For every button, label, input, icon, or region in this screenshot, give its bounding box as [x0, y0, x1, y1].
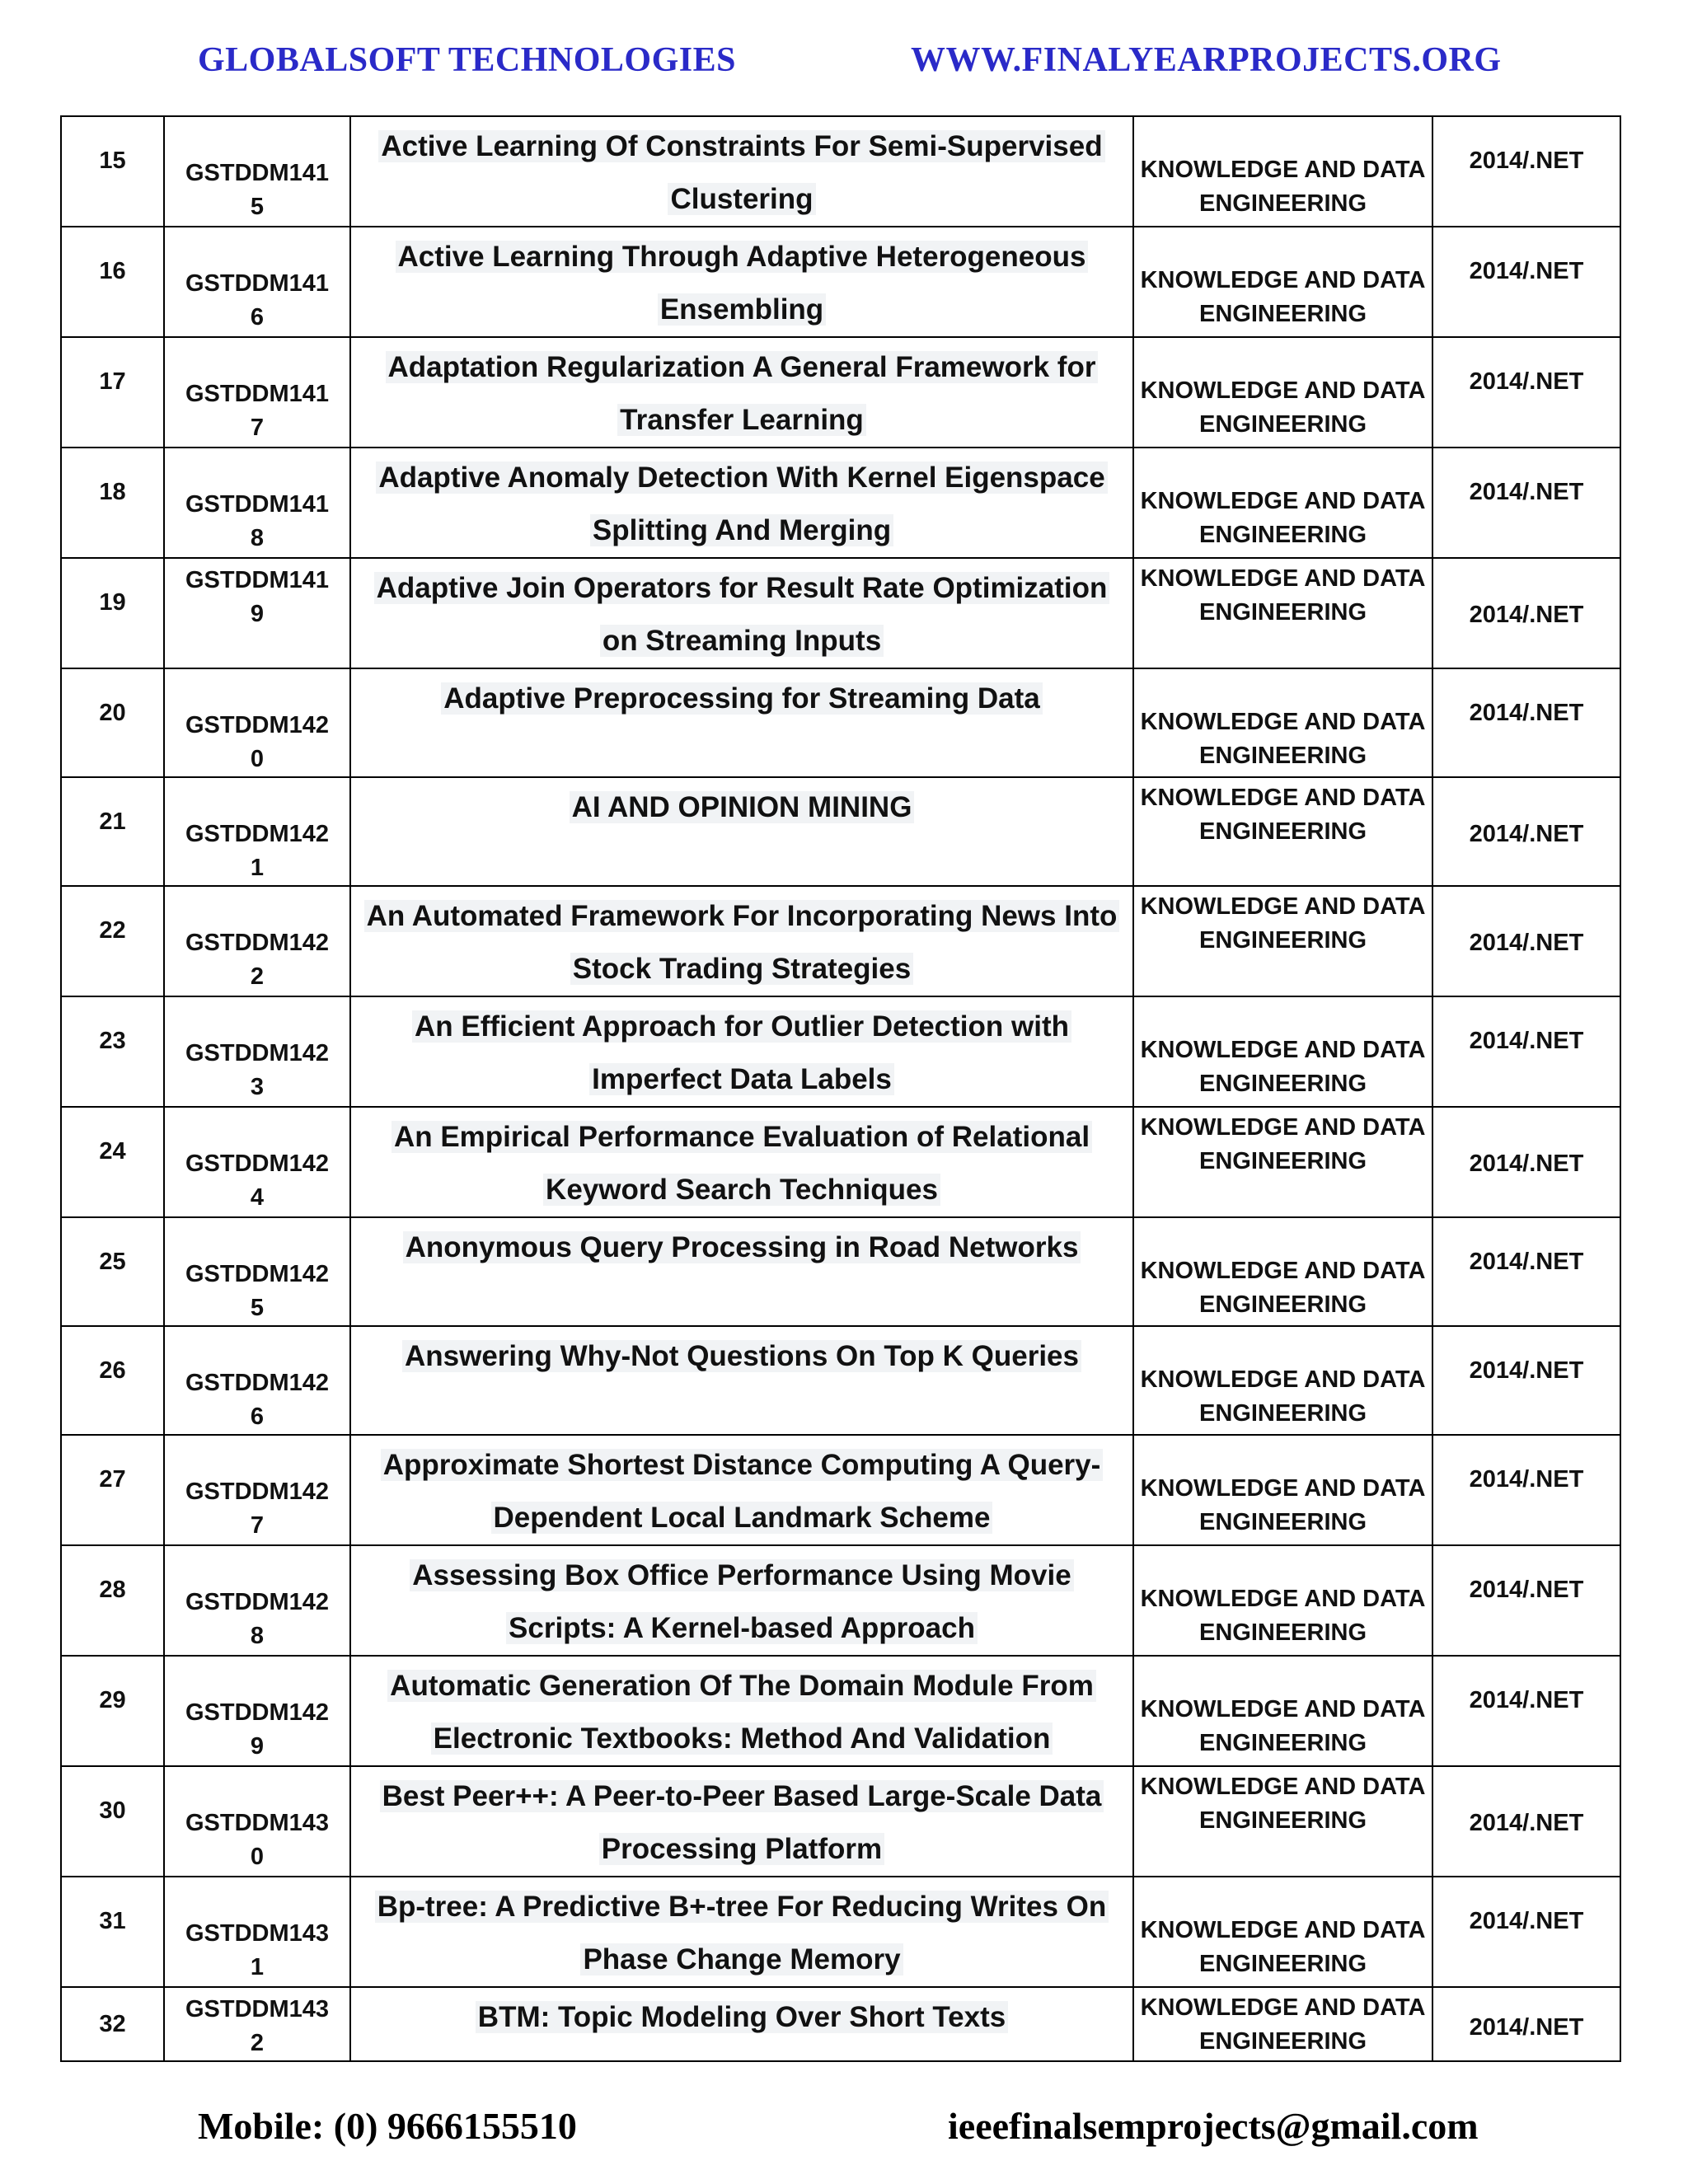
- company-name: GLOBALSOFT TECHNOLOGIES: [198, 41, 736, 79]
- year-cell: [1432, 116, 1620, 227]
- table-row: [61, 227, 1620, 337]
- project-code: GSTDDM1418: [185, 491, 330, 551]
- table-row: [61, 886, 1620, 996]
- project-code: GSTDDM1419: [185, 567, 330, 627]
- project-year: 2014/.NET: [1469, 1810, 1584, 1836]
- row-number: 17: [99, 368, 126, 395]
- domain-cell: [1133, 886, 1432, 996]
- project-code-cell: [164, 337, 350, 448]
- project-code-cell: [164, 777, 350, 886]
- row-number-cell: [61, 1766, 164, 1877]
- row-number: 21: [99, 808, 126, 835]
- project-code-cell: [164, 1435, 350, 1545]
- project-title-cell: [350, 1217, 1133, 1326]
- contact-email: ieeefinalsemprojects@gmail.com: [948, 2105, 1479, 2147]
- domain-cell: [1133, 227, 1432, 337]
- year-cell: [1432, 337, 1620, 448]
- table-row: [61, 1107, 1620, 1217]
- project-title-cell: [350, 558, 1133, 668]
- project-title: Answering Why-Not Questions On Top K Queries: [402, 1340, 1081, 1372]
- project-domain: KNOWLEDGE AND DATA ENGINEERING: [1140, 893, 1426, 954]
- project-year: 2014/.NET: [1469, 700, 1584, 726]
- year-cell: [1432, 1766, 1620, 1877]
- project-year: 2014/.NET: [1469, 1357, 1584, 1384]
- year-cell: [1432, 448, 1620, 558]
- row-number: 30: [99, 1797, 126, 1824]
- project-code: GSTDDM1426: [185, 1370, 330, 1430]
- table-row: [61, 337, 1620, 448]
- project-code-cell: [164, 448, 350, 558]
- table-row: [61, 116, 1620, 227]
- project-title-cell: [350, 1766, 1133, 1877]
- row-number-cell: [61, 1326, 164, 1435]
- project-domain: KNOWLEDGE AND DATA ENGINEERING: [1140, 1475, 1426, 1535]
- project-title: AI AND OPINION MINING: [570, 791, 915, 823]
- row-number: 27: [99, 1466, 126, 1493]
- row-number: 31: [99, 1908, 126, 1934]
- year-cell: [1432, 1435, 1620, 1545]
- table-row: [61, 1217, 1620, 1326]
- project-domain: KNOWLEDGE AND DATA ENGINEERING: [1140, 1586, 1426, 1646]
- row-number-cell: [61, 1435, 164, 1545]
- project-code: GSTDDM1421: [185, 821, 330, 881]
- year-cell: [1432, 1545, 1620, 1656]
- project-title: Active Learning Through Adaptive Heterogeneous Ensembling: [396, 241, 1089, 326]
- row-number: 24: [99, 1138, 126, 1165]
- mobile-number: Mobile: (0) 9666155510: [198, 2105, 577, 2147]
- project-year: 2014/.NET: [1469, 2014, 1584, 2041]
- project-title: Adaptation Regularization A General Framework for Transfer Learning: [386, 351, 1099, 436]
- row-number: 18: [99, 479, 126, 505]
- project-domain: KNOWLEDGE AND DATA ENGINEERING: [1140, 1774, 1426, 1834]
- project-title: Adaptive Join Operators for Result Rate Optimization on Streaming Inputs: [374, 572, 1110, 657]
- row-number: 23: [99, 1028, 126, 1054]
- row-number: 25: [99, 1249, 126, 1275]
- project-code: GSTDDM1420: [185, 712, 330, 772]
- project-domain: KNOWLEDGE AND DATA ENGINEERING: [1140, 709, 1426, 769]
- row-number: 16: [99, 258, 126, 284]
- project-title: Adaptive Preprocessing for Streaming Data: [441, 682, 1043, 715]
- row-number-cell: [61, 1107, 164, 1217]
- row-number: 29: [99, 1687, 126, 1713]
- project-year: 2014/.NET: [1469, 148, 1584, 174]
- domain-cell: [1133, 777, 1432, 886]
- row-number-cell: [61, 1877, 164, 1987]
- row-number-cell: [61, 777, 164, 886]
- table-row: [61, 1766, 1620, 1877]
- domain-cell: [1133, 1766, 1432, 1877]
- year-cell: [1432, 886, 1620, 996]
- project-code-cell: [164, 1987, 350, 2061]
- project-domain: KNOWLEDGE AND DATA ENGINEERING: [1140, 1917, 1426, 1977]
- project-code-cell: [164, 558, 350, 668]
- year-cell: [1432, 668, 1620, 777]
- year-cell: [1432, 1877, 1620, 1987]
- project-code: GSTDDM1422: [185, 930, 330, 990]
- year-cell: [1432, 777, 1620, 886]
- project-title-cell: [350, 777, 1133, 886]
- project-year: 2014/.NET: [1469, 1249, 1584, 1275]
- row-number: 15: [99, 148, 126, 174]
- table-row: [61, 558, 1620, 668]
- project-title-cell: [350, 668, 1133, 777]
- project-title: Anonymous Query Processing in Road Networks: [403, 1231, 1081, 1263]
- year-cell: [1432, 558, 1620, 668]
- row-number: 26: [99, 1357, 126, 1384]
- project-code-cell: [164, 996, 350, 1107]
- table-row: [61, 1656, 1620, 1766]
- domain-cell: [1133, 1656, 1432, 1766]
- domain-cell: [1133, 1877, 1432, 1987]
- project-domain: KNOWLEDGE AND DATA ENGINEERING: [1140, 488, 1426, 548]
- year-cell: [1432, 227, 1620, 337]
- project-year: 2014/.NET: [1469, 821, 1584, 847]
- project-code: GSTDDM1417: [185, 381, 330, 441]
- table-row: [61, 668, 1620, 777]
- project-code-cell: [164, 1766, 350, 1877]
- project-year: 2014/.NET: [1469, 930, 1584, 956]
- project-title: Assessing Box Office Performance Using Movie Scripts: A Kernel-based Approach: [410, 1559, 1073, 1644]
- website-url: WWW.FINALYEARPROJECTS.ORG: [911, 41, 1502, 79]
- row-number-cell: [61, 1656, 164, 1766]
- year-cell: [1432, 1217, 1620, 1326]
- project-code-cell: [164, 1107, 350, 1217]
- project-domain: KNOWLEDGE AND DATA ENGINEERING: [1140, 1037, 1426, 1097]
- project-code-cell: [164, 1545, 350, 1656]
- project-domain: KNOWLEDGE AND DATA ENGINEERING: [1140, 1258, 1426, 1318]
- table-row: [61, 1545, 1620, 1656]
- project-code-cell: [164, 1877, 350, 1987]
- project-code: GSTDDM1416: [185, 270, 330, 330]
- project-title-cell: [350, 1435, 1133, 1545]
- project-domain: KNOWLEDGE AND DATA ENGINEERING: [1140, 785, 1426, 845]
- project-code-cell: [164, 668, 350, 777]
- table-row: [61, 448, 1620, 558]
- project-year: 2014/.NET: [1469, 1151, 1584, 1177]
- project-year: 2014/.NET: [1469, 1577, 1584, 1603]
- domain-cell: [1133, 116, 1432, 227]
- year-cell: [1432, 996, 1620, 1107]
- project-title-cell: [350, 227, 1133, 337]
- project-title-cell: [350, 1656, 1133, 1766]
- project-title: BTM: Topic Modeling Over Short Texts: [476, 2001, 1008, 2033]
- domain-cell: [1133, 1107, 1432, 1217]
- row-number-cell: [61, 1545, 164, 1656]
- project-year: 2014/.NET: [1469, 258, 1584, 284]
- table-row: [61, 1435, 1620, 1545]
- domain-cell: [1133, 1545, 1432, 1656]
- row-number-cell: [61, 448, 164, 558]
- project-year: 2014/.NET: [1469, 1466, 1584, 1493]
- project-title: An Efficient Approach for Outlier Detection with Imperfect Data Labels: [412, 1010, 1071, 1095]
- project-title-cell: [350, 1326, 1133, 1435]
- project-domain: KNOWLEDGE AND DATA ENGINEERING: [1140, 157, 1426, 217]
- project-domain: KNOWLEDGE AND DATA ENGINEERING: [1140, 565, 1426, 626]
- project-title: Automatic Generation Of The Domain Module From Electronic Textbooks: Method And Validation: [387, 1670, 1096, 1755]
- project-code-cell: [164, 1656, 350, 1766]
- domain-cell: [1133, 1987, 1432, 2061]
- project-code: GSTDDM1425: [185, 1261, 330, 1321]
- year-cell: [1432, 1107, 1620, 1217]
- project-code: GSTDDM1432: [185, 1996, 330, 2056]
- row-number-cell: [61, 227, 164, 337]
- project-title: Best Peer++: A Peer-to-Peer Based Large-Scale Data Processing Platform: [380, 1780, 1104, 1865]
- project-domain: KNOWLEDGE AND DATA ENGINEERING: [1140, 1696, 1426, 1756]
- project-code: GSTDDM1424: [185, 1151, 330, 1211]
- row-number-cell: [61, 337, 164, 448]
- project-title-cell: [350, 448, 1133, 558]
- project-domain: KNOWLEDGE AND DATA ENGINEERING: [1140, 377, 1426, 438]
- row-number: 28: [99, 1577, 126, 1603]
- row-number-cell: [61, 668, 164, 777]
- project-year: 2014/.NET: [1469, 368, 1584, 395]
- table-row: [61, 1987, 1620, 2061]
- domain-cell: [1133, 996, 1432, 1107]
- project-title-cell: [350, 337, 1133, 448]
- row-number-cell: [61, 116, 164, 227]
- project-code: GSTDDM1427: [185, 1479, 330, 1539]
- project-code-cell: [164, 1217, 350, 1326]
- project-title: Approximate Shortest Distance Computing A Query-Dependent Local Landmark Scheme: [381, 1449, 1104, 1534]
- project-code: GSTDDM1428: [185, 1589, 330, 1649]
- project-code-cell: [164, 1326, 350, 1435]
- table-row: [61, 777, 1620, 886]
- table-row: [61, 996, 1620, 1107]
- project-code: GSTDDM1415: [185, 160, 330, 220]
- project-title: Active Learning Of Constraints For Semi-Supervised Clustering: [378, 130, 1104, 215]
- project-year: 2014/.NET: [1469, 1908, 1584, 1934]
- project-code-cell: [164, 227, 350, 337]
- domain-cell: [1133, 448, 1432, 558]
- project-title-cell: [350, 116, 1133, 227]
- row-number: 32: [99, 2011, 126, 2037]
- project-title-cell: [350, 1107, 1133, 1217]
- project-title: Bp-tree: A Predictive B+-tree For Reducing Writes On Phase Change Memory: [375, 1891, 1109, 1975]
- project-year: 2014/.NET: [1469, 1028, 1584, 1054]
- row-number-cell: [61, 1987, 164, 2061]
- project-year: 2014/.NET: [1469, 602, 1584, 628]
- domain-cell: [1133, 337, 1432, 448]
- domain-cell: [1133, 1435, 1432, 1545]
- project-year: 2014/.NET: [1469, 1687, 1584, 1713]
- year-cell: [1432, 1656, 1620, 1766]
- year-cell: [1432, 1326, 1620, 1435]
- domain-cell: [1133, 1326, 1432, 1435]
- row-number-cell: [61, 558, 164, 668]
- project-title: An Empirical Performance Evaluation of Relational Keyword Search Techniques: [392, 1121, 1092, 1206]
- table-row: [61, 1877, 1620, 1987]
- project-table: [60, 115, 1621, 2062]
- domain-cell: [1133, 668, 1432, 777]
- project-code-cell: [164, 886, 350, 996]
- domain-cell: [1133, 1217, 1432, 1326]
- project-title-cell: [350, 1987, 1133, 2061]
- row-number-cell: [61, 886, 164, 996]
- project-code: GSTDDM1429: [185, 1699, 330, 1760]
- project-domain: KNOWLEDGE AND DATA ENGINEERING: [1140, 267, 1426, 327]
- table-row: [61, 1326, 1620, 1435]
- project-domain: KNOWLEDGE AND DATA ENGINEERING: [1140, 1366, 1426, 1427]
- row-number: 19: [99, 589, 126, 616]
- row-number: 20: [99, 700, 126, 726]
- project-title-cell: [350, 996, 1133, 1107]
- project-title-cell: [350, 1545, 1133, 1656]
- project-code: GSTDDM1431: [185, 1920, 330, 1980]
- project-code: GSTDDM1430: [185, 1810, 330, 1870]
- project-title-cell: [350, 886, 1133, 996]
- project-title-cell: [350, 1877, 1133, 1987]
- row-number-cell: [61, 1217, 164, 1326]
- project-code-cell: [164, 116, 350, 227]
- domain-cell: [1133, 558, 1432, 668]
- project-domain: KNOWLEDGE AND DATA ENGINEERING: [1140, 1114, 1426, 1174]
- row-number: 22: [99, 917, 126, 944]
- project-code: GSTDDM1423: [185, 1040, 330, 1100]
- project-year: 2014/.NET: [1469, 479, 1584, 505]
- year-cell: [1432, 1987, 1620, 2061]
- project-title: An Automated Framework For Incorporating News Into Stock Trading Strategies: [364, 900, 1120, 985]
- row-number-cell: [61, 996, 164, 1107]
- project-domain: KNOWLEDGE AND DATA ENGINEERING: [1140, 1994, 1426, 2055]
- project-title: Adaptive Anomaly Detection With Kernel Eigenspace Splitting And Merging: [376, 462, 1107, 546]
